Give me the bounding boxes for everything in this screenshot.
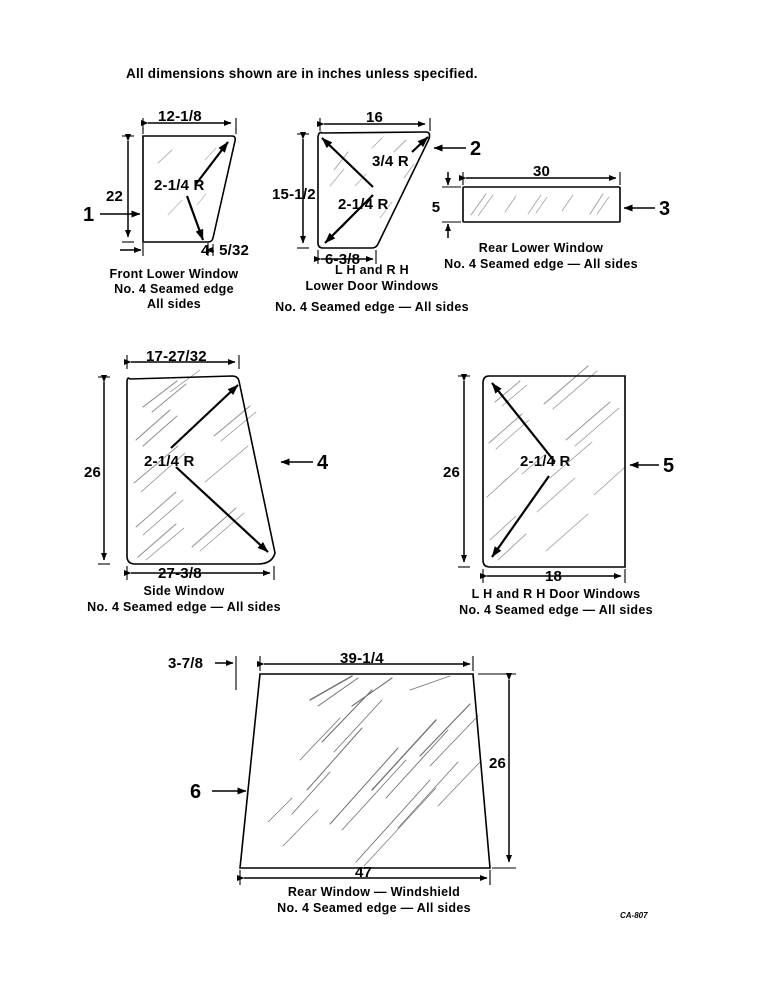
callout-4: 4 [317,452,329,474]
front-lower-bottom-label: 4- 5/32 [201,242,250,259]
side-window-bottom-width-label: 27-3/8 [158,565,202,582]
lower-door-height-label: 15-1/2 [272,186,316,203]
lower-door-caption-3: No. 4 Seamed edge — All sides [275,300,469,314]
front-lower-caption-3: All sides [146,297,202,311]
rear-lower-caption-2: No. 4 Seamed edge — All sides [444,257,638,271]
door-window-width-label: 18 [545,568,563,585]
windshield-top-width-label: 39-1/4 [340,650,384,667]
plate-code: CA-807 [620,911,648,920]
header-note: All dimensions shown are in inches unless specified. [126,66,478,81]
door-window-height-label: 26 [443,464,461,481]
figure-front-lower-window [83,108,249,311]
side-window-height-label: 26 [84,464,102,481]
door-window-radius-label: 2-1/4 R [520,453,571,470]
front-lower-radius-label: 2-1/4 R [154,177,205,194]
callout-5: 5 [663,455,675,477]
windshield-top-offset-label: 3-7/8 [168,655,204,672]
windshield-height-label: 26 [489,755,507,772]
figure-rear-window-windshield [168,650,516,915]
lower-door-top-width-label: 16 [366,109,384,126]
rear-lower-height-dim [442,172,461,238]
rear-lower-caption-1: Rear Lower Window [478,241,604,255]
door-window-caption-1: L H and R H Door Windows [471,587,641,601]
front-lower-height-label: 22 [106,188,124,205]
rear-lower-height-label: 5 [431,199,441,216]
windshield-caption-2: No. 4 Seamed edge — All sides [277,901,471,915]
callout-1: 1 [83,204,95,226]
lower-door-bottom-width-label: 6-3/8 [325,251,361,268]
callout-3: 3 [659,198,671,220]
side-window-caption-2: No. 4 Seamed edge — All sides [87,600,281,614]
figure-rear-lower-window [432,163,670,271]
figure-lower-door-windows [272,109,481,314]
windshield-caption-1: Rear Window — Windshield [287,885,461,899]
front-lower-caption-1: Front Lower Window [109,267,239,281]
figure-side-window [84,348,329,614]
lower-door-radius-main-label: 2-1/4 R [338,196,389,213]
front-lower-caption-2: No. 4 Seamed edge [114,282,234,296]
front-lower-height-dim [122,136,134,242]
windshield-bottom-width-label: 47 [355,864,373,881]
side-window-radius-label: 2-1/4 R [144,453,195,470]
lower-door-caption-1: L H and R H [335,263,409,277]
callout-2: 2 [470,138,482,160]
windshield-shape [240,674,490,868]
door-window-caption-2: No. 4 Seamed edge — All sides [459,603,653,617]
lower-door-radius-top-label: 3/4 R [372,153,409,170]
front-lower-top-width-label: 12-1/8 [158,108,202,125]
rear-lower-width-label: 30 [533,163,551,180]
side-window-top-width-label: 17-27/32 [146,348,207,365]
front-lower-bottom-dim [120,243,213,256]
windshield-top-offset-dim [215,656,236,690]
lower-door-caption-2: Lower Door Windows [305,279,439,293]
figure-door-windows [443,366,674,617]
side-window-caption-1: Side Window [143,584,225,598]
callout-6: 6 [190,781,202,803]
